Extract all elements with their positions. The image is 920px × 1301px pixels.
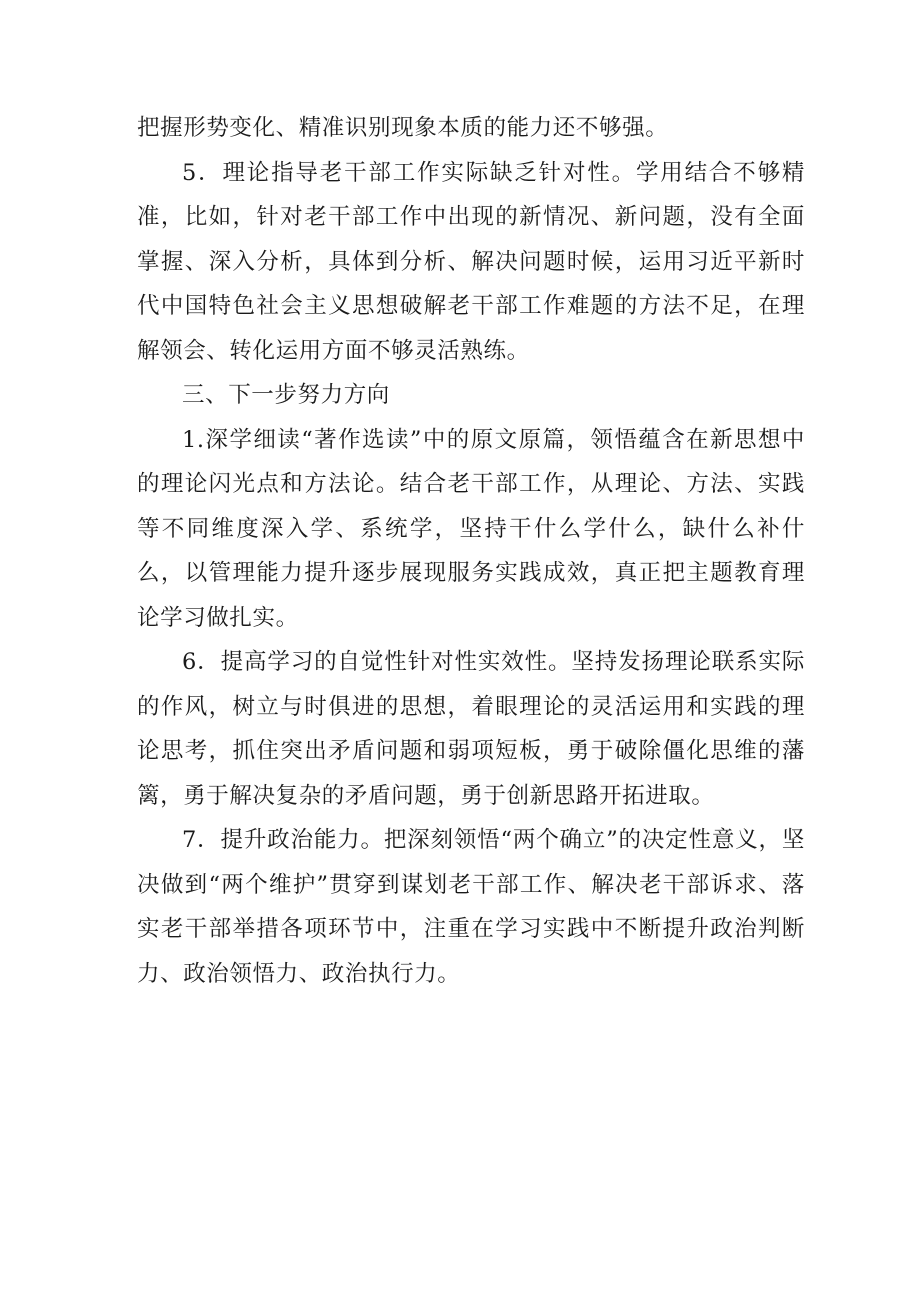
section-heading-next-steps: 三、下一步努力方向 [182, 382, 390, 408]
paragraph-item-5: 5．理论指导老干部工作实际缺乏针对性。学用结合不够精准，比如，针对老干部工作中出现的新情况、新问题，没有全面掌握、深入分析，具体到分析、解决问题时候，运用习近平新时代中国特色社会主义思想破解老干部工作难题的方法不足，在理解领会、转化运用方面不够灵活熟练。 [137, 159, 805, 364]
paragraph-item-7: 7．提升政治能力。把深刻领悟“两个确立”的决定性意义，坚决做到“两个维护”贯穿到谋划老干部工作、解决老干部诉求、落实老干部举措各项环节中，注重在学习实践中不断提升政治判断力、政治领悟力、政治执行力。 [137, 827, 805, 987]
paragraph-item-1: 1.深学细读“著作选读”中的原文原篇，领悟蕴含在新思想中的理论闪光点和方法论。结合老干部工作，从理论、方法、实践等不同维度深入学、系统学，坚持干什么学什么，缺什么补什么，以管理能力提升逐步展现服务实践成效，真正把主题教育理论学习做扎实。 [137, 426, 805, 631]
document-body [137, 106, 805, 996]
paragraph-item-6: 6．提高学习的自觉性针对性实效性。坚持发扬理论联系实际的作风，树立与时俱进的思想，着眼理论的灵活运用和实践的理论思考，抓住突出矛盾问题和弱项短板，勇于破除僵化思维的藩篱，勇于解决复杂的矛盾问题，勇于创新思路开拓进取。 [137, 649, 805, 809]
paragraph-continuation: 把握形势变化、精准识别现象本质的能力还不够强。 [137, 115, 669, 141]
